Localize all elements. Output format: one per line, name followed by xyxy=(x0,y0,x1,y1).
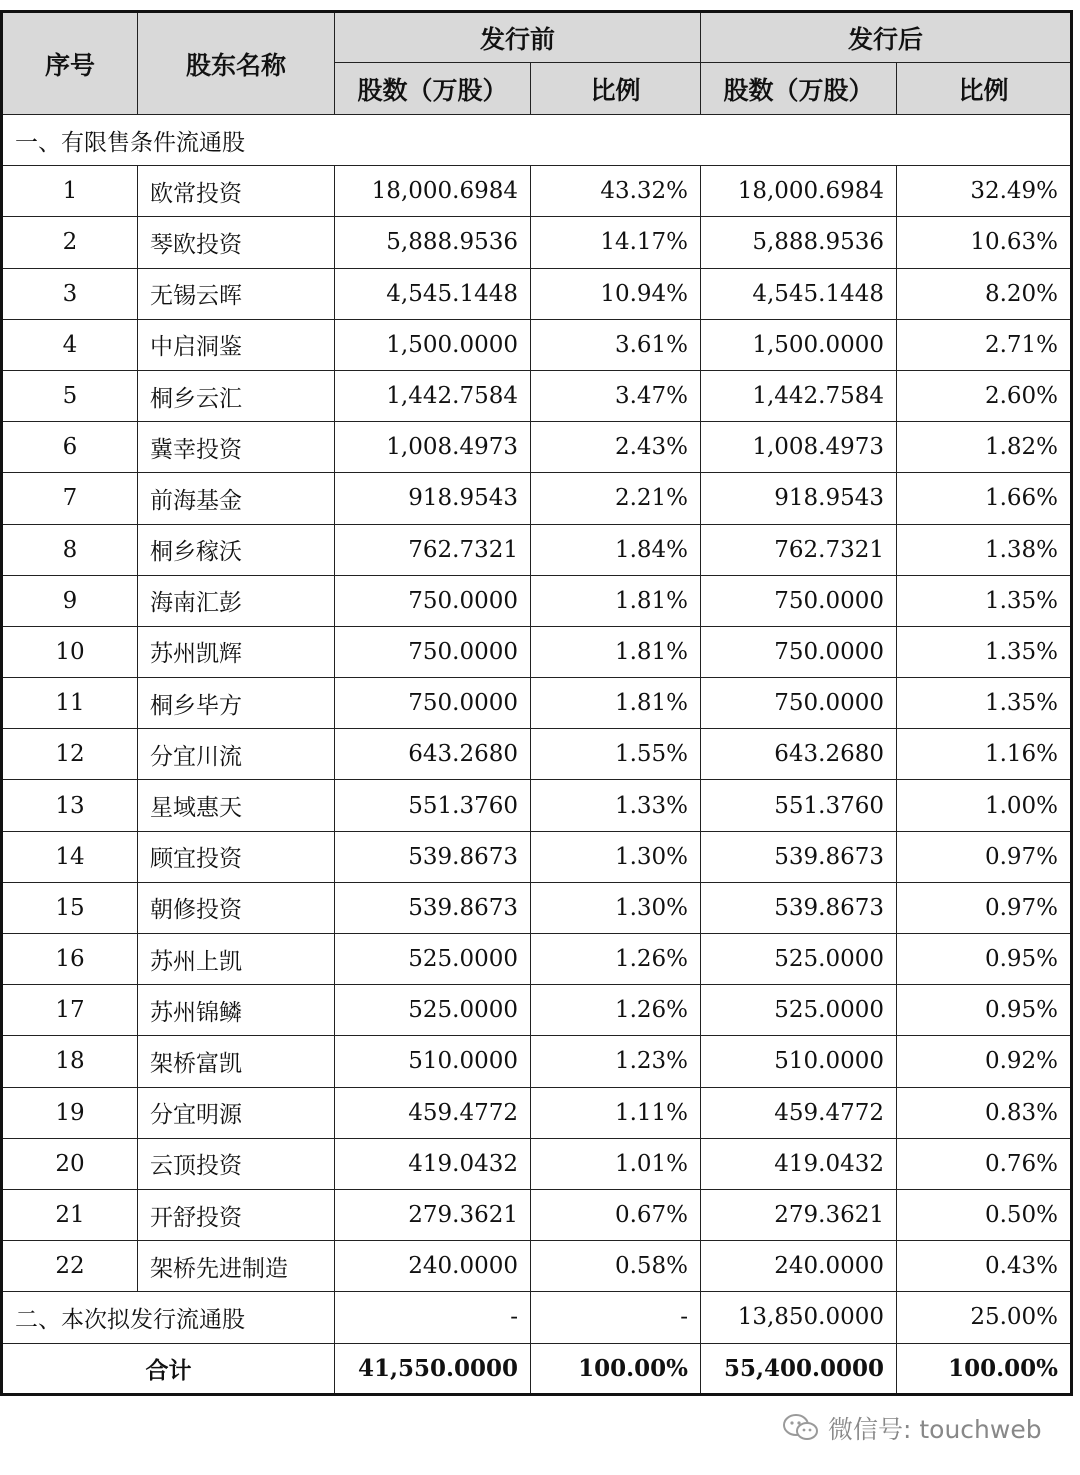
table-row xyxy=(2,370,1072,421)
new-issue-pre-shares: - xyxy=(335,1292,531,1343)
cell-post-shares: 510.0000 xyxy=(701,1036,897,1087)
cell-no: 17 xyxy=(2,985,138,1036)
cell-name: 冀幸投资 xyxy=(138,422,335,473)
cell-name: 欧常投资 xyxy=(138,166,335,217)
cell-no: 3 xyxy=(2,268,138,319)
cell-pre-shares: 525.0000 xyxy=(335,934,531,985)
cell-no: 18 xyxy=(2,1036,138,1087)
cell-post-shares: 750.0000 xyxy=(701,626,897,677)
cell-post-ratio: 0.83% xyxy=(897,1087,1072,1138)
table-row xyxy=(2,473,1072,524)
cell-pre-shares: 510.0000 xyxy=(335,1036,531,1087)
table-row xyxy=(2,729,1072,780)
cell-pre-ratio: 10.94% xyxy=(531,268,701,319)
header-seq: 序号 xyxy=(2,12,138,115)
header-post-ratio: 比例 xyxy=(897,63,1072,115)
cell-pre-ratio: 1.11% xyxy=(531,1087,701,1138)
cell-post-shares: 18,000.6984 xyxy=(701,166,897,217)
table-row xyxy=(2,934,1072,985)
cell-pre-ratio: 43.32% xyxy=(531,166,701,217)
cell-post-ratio: 1.00% xyxy=(897,780,1072,831)
cell-pre-shares: 240.0000 xyxy=(335,1241,531,1292)
cell-no: 5 xyxy=(2,370,138,421)
cell-no: 12 xyxy=(2,729,138,780)
cell-post-shares: 4,545.1448 xyxy=(701,268,897,319)
section-restricted-label: 一、有限售条件流通股 xyxy=(2,115,1072,166)
cell-no: 13 xyxy=(2,780,138,831)
cell-post-shares: 539.8673 xyxy=(701,831,897,882)
cell-post-shares: 1,442.7584 xyxy=(701,370,897,421)
table-row xyxy=(2,268,1072,319)
cell-post-ratio: 0.92% xyxy=(897,1036,1072,1087)
wechat-icon xyxy=(782,1413,820,1443)
cell-pre-shares: 5,888.9536 xyxy=(335,217,531,268)
cell-post-shares: 1,500.0000 xyxy=(701,319,897,370)
cell-pre-shares: 539.8673 xyxy=(335,831,531,882)
cell-no: 21 xyxy=(2,1189,138,1240)
cell-post-ratio: 0.95% xyxy=(897,985,1072,1036)
cell-pre-shares: 279.3621 xyxy=(335,1189,531,1240)
cell-pre-shares: 539.8673 xyxy=(335,882,531,933)
cell-post-ratio: 0.95% xyxy=(897,934,1072,985)
cell-pre-ratio: 3.61% xyxy=(531,319,701,370)
cell-no: 7 xyxy=(2,473,138,524)
header-shareholder-name: 股东名称 xyxy=(138,12,335,115)
cell-name: 前海基金 xyxy=(138,473,335,524)
cell-name: 分宜川流 xyxy=(138,729,335,780)
cell-pre-shares: 1,008.4973 xyxy=(335,422,531,473)
cell-post-ratio: 0.97% xyxy=(897,882,1072,933)
cell-post-shares: 643.2680 xyxy=(701,729,897,780)
cell-pre-shares: 750.0000 xyxy=(335,626,531,677)
cell-pre-shares: 18,000.6984 xyxy=(335,166,531,217)
cell-name: 朝修投资 xyxy=(138,882,335,933)
cell-no: 2 xyxy=(2,217,138,268)
total-row xyxy=(2,1343,1072,1394)
cell-pre-ratio: 1.01% xyxy=(531,1138,701,1189)
total-post-ratio: 100.00% xyxy=(897,1343,1072,1394)
cell-pre-shares: 551.3760 xyxy=(335,780,531,831)
cell-name: 分宜明源 xyxy=(138,1087,335,1138)
table-row xyxy=(2,1138,1072,1189)
cell-name: 苏州上凯 xyxy=(138,934,335,985)
cell-pre-shares: 762.7321 xyxy=(335,524,531,575)
cell-name: 星域惠天 xyxy=(138,780,335,831)
cell-pre-ratio: 1.81% xyxy=(531,678,701,729)
cell-post-shares: 240.0000 xyxy=(701,1241,897,1292)
cell-pre-ratio: 14.17% xyxy=(531,217,701,268)
cell-pre-shares: 1,500.0000 xyxy=(335,319,531,370)
cell-post-ratio: 1.35% xyxy=(897,678,1072,729)
header-after-issue: 发行后 xyxy=(701,12,1072,63)
cell-pre-ratio: 2.43% xyxy=(531,422,701,473)
cell-no: 6 xyxy=(2,422,138,473)
table-row xyxy=(2,985,1072,1036)
cell-name: 架桥先进制造 xyxy=(138,1241,335,1292)
cell-name: 海南汇彭 xyxy=(138,575,335,626)
cell-pre-shares: 459.4772 xyxy=(335,1087,531,1138)
header-pre-shares: 股数（万股） xyxy=(335,63,531,115)
cell-post-shares: 525.0000 xyxy=(701,985,897,1036)
cell-pre-shares: 1,442.7584 xyxy=(335,370,531,421)
cell-pre-ratio: 1.84% xyxy=(531,524,701,575)
cell-pre-ratio: 1.55% xyxy=(531,729,701,780)
cell-no: 9 xyxy=(2,575,138,626)
header-pre-ratio: 比例 xyxy=(531,63,701,115)
cell-post-shares: 279.3621 xyxy=(701,1189,897,1240)
section-new-issue-row xyxy=(2,1292,1072,1343)
cell-pre-shares: 918.9543 xyxy=(335,473,531,524)
cell-pre-shares: 525.0000 xyxy=(335,985,531,1036)
cell-name: 桐乡毕方 xyxy=(138,678,335,729)
cell-post-shares: 551.3760 xyxy=(701,780,897,831)
cell-post-ratio: 0.76% xyxy=(897,1138,1072,1189)
header-before-issue: 发行前 xyxy=(335,12,701,63)
cell-post-shares: 419.0432 xyxy=(701,1138,897,1189)
cell-pre-shares: 643.2680 xyxy=(335,729,531,780)
cell-name: 顾宜投资 xyxy=(138,831,335,882)
cell-post-ratio: 1.82% xyxy=(897,422,1072,473)
cell-name: 桐乡稼沃 xyxy=(138,524,335,575)
new-issue-post-ratio: 25.00% xyxy=(897,1292,1072,1343)
table-row xyxy=(2,1189,1072,1240)
table-row xyxy=(2,626,1072,677)
cell-name: 桐乡云汇 xyxy=(138,370,335,421)
cell-pre-ratio: 0.67% xyxy=(531,1189,701,1240)
cell-name: 琴欧投资 xyxy=(138,217,335,268)
cell-no: 22 xyxy=(2,1241,138,1292)
cell-pre-ratio: 3.47% xyxy=(531,370,701,421)
table-row xyxy=(2,422,1072,473)
cell-name: 无锡云晖 xyxy=(138,268,335,319)
cell-no: 14 xyxy=(2,831,138,882)
table-row xyxy=(2,1241,1072,1292)
cell-post-shares: 918.9543 xyxy=(701,473,897,524)
cell-name: 苏州凯辉 xyxy=(138,626,335,677)
cell-pre-shares: 419.0432 xyxy=(335,1138,531,1189)
cell-post-shares: 750.0000 xyxy=(701,678,897,729)
cell-post-ratio: 8.20% xyxy=(897,268,1072,319)
cell-no: 1 xyxy=(2,166,138,217)
total-post-shares: 55,400.0000 xyxy=(701,1343,897,1394)
header-post-shares: 股数（万股） xyxy=(701,63,897,115)
cell-post-ratio: 1.16% xyxy=(897,729,1072,780)
cell-pre-ratio: 2.21% xyxy=(531,473,701,524)
cell-no: 19 xyxy=(2,1087,138,1138)
cell-name: 云顶投资 xyxy=(138,1138,335,1189)
cell-pre-ratio: 1.81% xyxy=(531,575,701,626)
table-row xyxy=(2,319,1072,370)
table-row xyxy=(2,166,1072,217)
cell-pre-ratio: 1.23% xyxy=(531,1036,701,1087)
total-label: 合计 xyxy=(2,1343,335,1394)
cell-post-ratio: 1.38% xyxy=(897,524,1072,575)
section-restricted-row xyxy=(2,115,1072,166)
total-pre-shares: 41,550.0000 xyxy=(335,1343,531,1394)
table-row xyxy=(2,1036,1072,1087)
cell-no: 16 xyxy=(2,934,138,985)
cell-post-ratio: 1.35% xyxy=(897,626,1072,677)
cell-name: 开舒投资 xyxy=(138,1189,335,1240)
cell-no: 8 xyxy=(2,524,138,575)
cell-post-shares: 5,888.9536 xyxy=(701,217,897,268)
cell-post-shares: 459.4772 xyxy=(701,1087,897,1138)
cell-no: 10 xyxy=(2,626,138,677)
watermark xyxy=(782,1408,1042,1448)
table-row xyxy=(2,882,1072,933)
cell-pre-ratio: 1.26% xyxy=(531,985,701,1036)
cell-name: 中启洞鉴 xyxy=(138,319,335,370)
section-new-issue-label: 二、本次拟发行流通股 xyxy=(2,1292,335,1343)
cell-post-ratio: 0.43% xyxy=(897,1241,1072,1292)
cell-pre-shares: 750.0000 xyxy=(335,575,531,626)
cell-post-ratio: 2.71% xyxy=(897,319,1072,370)
cell-post-ratio: 10.63% xyxy=(897,217,1072,268)
cell-pre-ratio: 0.58% xyxy=(531,1241,701,1292)
cell-post-ratio: 32.49% xyxy=(897,166,1072,217)
cell-no: 15 xyxy=(2,882,138,933)
cell-post-shares: 1,008.4973 xyxy=(701,422,897,473)
total-pre-ratio: 100.00% xyxy=(531,1343,701,1394)
cell-post-ratio: 2.60% xyxy=(897,370,1072,421)
cell-no: 11 xyxy=(2,678,138,729)
cell-name: 架桥富凯 xyxy=(138,1036,335,1087)
cell-post-shares: 750.0000 xyxy=(701,575,897,626)
cell-post-ratio: 0.50% xyxy=(897,1189,1072,1240)
new-issue-post-shares: 13,850.0000 xyxy=(701,1292,897,1343)
cell-post-ratio: 1.35% xyxy=(897,575,1072,626)
shareholder-table xyxy=(0,10,1073,1396)
table-row xyxy=(2,678,1072,729)
table-row xyxy=(2,831,1072,882)
cell-pre-ratio: 1.30% xyxy=(531,882,701,933)
cell-pre-ratio: 1.33% xyxy=(531,780,701,831)
new-issue-pre-ratio: - xyxy=(531,1292,701,1343)
cell-post-shares: 539.8673 xyxy=(701,882,897,933)
watermark-text: 微信号: touchweb xyxy=(828,1415,1042,1444)
cell-post-shares: 762.7321 xyxy=(701,524,897,575)
cell-pre-ratio: 1.30% xyxy=(531,831,701,882)
cell-post-ratio: 1.66% xyxy=(897,473,1072,524)
table-row xyxy=(2,524,1072,575)
table-row xyxy=(2,217,1072,268)
cell-pre-ratio: 1.26% xyxy=(531,934,701,985)
table-row xyxy=(2,575,1072,626)
cell-pre-ratio: 1.81% xyxy=(531,626,701,677)
cell-pre-shares: 750.0000 xyxy=(335,678,531,729)
table-row xyxy=(2,1087,1072,1138)
table-row xyxy=(2,780,1072,831)
cell-post-shares: 525.0000 xyxy=(701,934,897,985)
cell-post-ratio: 0.97% xyxy=(897,831,1072,882)
cell-no: 20 xyxy=(2,1138,138,1189)
cell-no: 4 xyxy=(2,319,138,370)
cell-name: 苏州锦鳞 xyxy=(138,985,335,1036)
cell-pre-shares: 4,545.1448 xyxy=(335,268,531,319)
